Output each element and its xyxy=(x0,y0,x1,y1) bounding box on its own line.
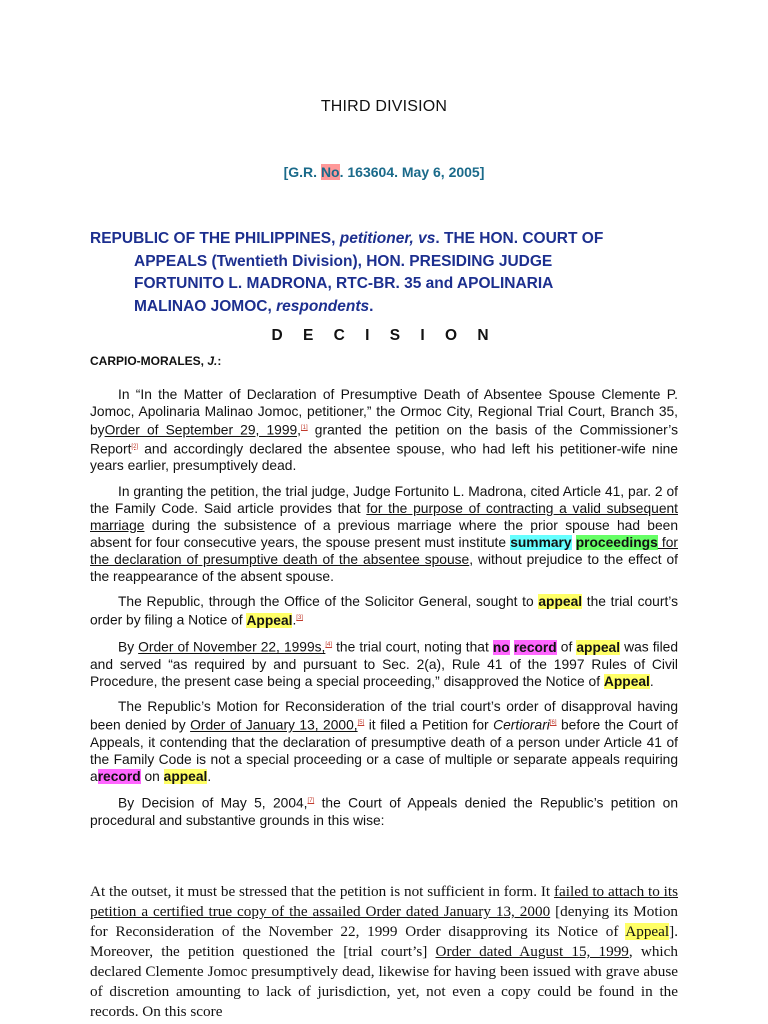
text: The Republic, through the Office of the Solicitor General, sought to xyxy=(118,594,539,610)
text: the trial court, noting that xyxy=(332,639,493,655)
text: before the Court of Appeals, it contending that the declaration of presumptive death of a person under Article 41 of the Family Code is not a special proceeding or a case of multiple or separate appeals requiring a xyxy=(90,717,678,784)
highlight-record: record xyxy=(513,639,557,655)
case-number xyxy=(0,164,768,180)
highlight-summary: summary xyxy=(510,534,572,550)
grno-suffix: . 163604. May 6, 2005] xyxy=(339,164,485,180)
text: By xyxy=(118,639,139,655)
order-link-1[interactable]: Order of September 29, 1999, xyxy=(104,422,302,438)
footnote-1[interactable]: [1] xyxy=(301,425,308,431)
case-parties xyxy=(90,228,678,318)
highlight-appeal: appeal xyxy=(163,768,208,784)
underlined-phrase: for the declaration of presumptive death of the absentee spouse xyxy=(90,534,678,567)
footnote-2[interactable]: [2] xyxy=(131,443,139,450)
text: By Decision of May 5, 2004, xyxy=(118,796,308,812)
text: the trial court’s order by filing a Notice of xyxy=(90,594,678,628)
paragraph-1 xyxy=(90,386,678,474)
highlight-appeal: Appeal xyxy=(246,612,293,628)
highlight-appeal: Appeal xyxy=(603,673,650,689)
text: In “In the Matter of Declaration of Presumptive Death of Absentee Spouse Clemente P. Jomoc, Apolinaria Malinao Jomoc, petitioner,” the Ormoc City, Regional Trial Court, Branch 35, by xyxy=(90,387,678,438)
certiorari-term: Certiorari xyxy=(493,717,550,733)
ponente-name: CARPIO-MORALES, xyxy=(90,354,208,368)
text: . xyxy=(649,673,654,689)
ponente-title: J. xyxy=(207,354,218,368)
text: . xyxy=(292,612,297,628)
respondents-role: respondents xyxy=(276,297,370,315)
ponente-colon: : xyxy=(217,354,222,368)
highlight-appeal: appeal xyxy=(538,594,583,610)
footnote-6[interactable]: [6] xyxy=(549,720,557,727)
footnote-7[interactable]: [7] xyxy=(307,798,315,805)
footnote-5[interactable]: [5] xyxy=(357,720,365,727)
order-link-2[interactable]: Order of November 22, 1999s, xyxy=(138,639,326,655)
petitioner-role: petitioner, vs xyxy=(339,230,436,247)
footnote-3[interactable]: [3] xyxy=(296,615,303,622)
text: the Court of Appeals denied the Republic’s petition on procedural and substantive grounds in this wise: xyxy=(90,796,679,829)
text: of xyxy=(556,639,577,655)
text: [denying its Motion for Reconsideration of the November 22, 1999 Order disapproving its Notice of xyxy=(90,903,679,940)
text: , which declared Clemente Jomoc presumptively dead, likewise for having been issued with grave abuse of discretion amounting to lack of jurisdiction, yet, not even a copy could be found in the records. On this score xyxy=(90,943,678,1020)
decision-title: D E C I S I O N xyxy=(271,327,497,344)
text: during the subsistence of a previous marriage where the prior spouse had been absent for four consecutive years, the spouse present must institute xyxy=(90,517,678,550)
underlined-phrase: for the purpose of contracting a valid subsequent marriage xyxy=(90,500,679,533)
highlight-proceedings: proceedings xyxy=(575,534,658,550)
text: granted the petition on the basis of the Commissioner’s Report xyxy=(90,422,678,457)
parties-line-3: FORTUNITO L. MADRONA, RTC-BR. 35 and APOLINARIA xyxy=(134,275,554,292)
text: . xyxy=(207,768,212,784)
parties-line-4-text: MALINAO JOMOC, xyxy=(134,297,277,315)
text: was filed and served “as required by and pursuant to Sec. 2(a), Rule 41 of the 1997 Rules of Civil Procedure, the present case being a special proceeding,” disapproved the Notice of xyxy=(90,639,679,689)
ponente xyxy=(90,354,221,368)
highlight-appeal: appeal xyxy=(576,639,621,655)
underlined-phrase: failed to attach to its petition a certified true copy of the assailed Order dated January 13, 2000 xyxy=(90,883,679,920)
grno-highlight: No xyxy=(320,164,340,180)
text: it filed a Petition for xyxy=(364,717,494,733)
quoted-excerpt xyxy=(90,882,678,1022)
highlight-record: record xyxy=(97,768,141,784)
text: on xyxy=(140,768,164,784)
party-respondent-1: . THE HON. COURT OF xyxy=(435,230,604,247)
parties-line-2: APPEALS (Twentieth Division), HON. PRESIDING JUDGE xyxy=(134,252,553,270)
paragraph-6 xyxy=(90,793,678,829)
paragraph-2 xyxy=(90,483,678,585)
text: , without prejudice to the effect of the reappearance of the absent spouse. xyxy=(90,551,678,584)
underlined-phrase: Order dated August 15, 1999 xyxy=(435,943,629,960)
paragraph-4 xyxy=(90,637,678,690)
grno-prefix: [G.R. xyxy=(283,164,321,180)
parties-line-4 xyxy=(90,296,678,319)
text: At the outset, it must be stressed that the petition is not sufficient in form. It xyxy=(90,883,554,900)
paragraph-5 xyxy=(90,698,678,785)
text: ]. Moreover, the petition questioned the [trial court’s] xyxy=(90,923,678,960)
highlight-appeal: Appeal xyxy=(625,923,670,940)
text: and accordingly declared the absentee spouse, who had left his petitioner-wife nine years earlier, presumptively dead. xyxy=(90,441,678,474)
parties-line-4-end: . xyxy=(369,297,374,315)
text: The Republic’s Motion for Reconsideration of the trial court’s order of disapproval having been denied by xyxy=(90,699,678,733)
text: In granting the petition, the trial judge, Judge Fortunito L. Madrona, cited Article 41, par. 2 of the Family Code. Said article provides that xyxy=(90,483,678,516)
highlight-no: no xyxy=(492,639,510,655)
decision-body xyxy=(90,386,678,838)
order-link-3[interactable]: Order of January 13, 2000, xyxy=(190,717,358,733)
party-petitioner: REPUBLIC OF THE PHILIPPINES, xyxy=(90,230,340,247)
footnote-4[interactable]: [4] xyxy=(325,642,333,649)
division-heading: THIRD DIVISION xyxy=(320,98,448,115)
paragraph-3 xyxy=(90,593,678,629)
